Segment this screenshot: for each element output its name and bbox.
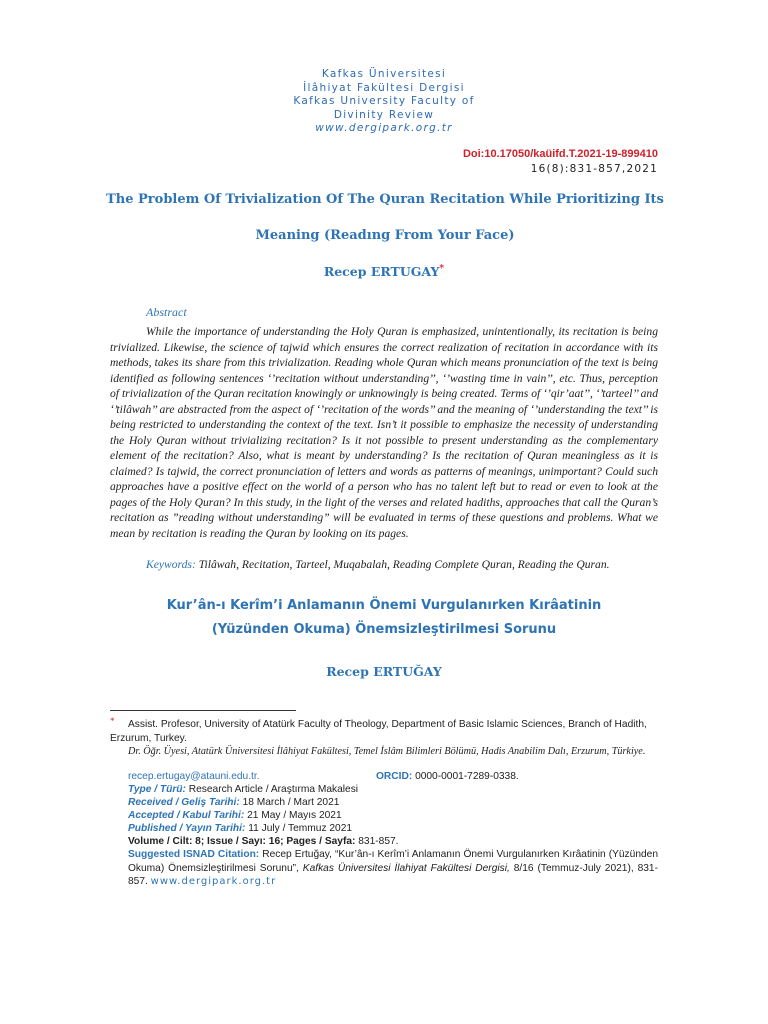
orcid-block [376,770,519,784]
citation-label: Suggested ISNAD Citation: [128,849,260,860]
citation-text-1: Recep Ertuğay, “Kur’ân-ı Kerîm’i Anlamanın Önemi Vurgulanırken Kırâatinin (Yüzünden Okuma) Önemsizleştirilmesi Sorunu”, [128,849,658,874]
meta-received [128,796,658,810]
author-text: Recep ERTUGAY [323,264,440,280]
meta-received-value: 18 March / Mart 2021 [242,797,340,808]
journal-review-en: Divinity Review [333,108,435,121]
orcid-value[interactable]: 0000-0001-7289-0338. [415,771,519,782]
author-footnote-mark[interactable]: * [439,264,445,274]
author-name [0,264,768,279]
keywords [110,556,658,574]
keywords-label: Keywords: [146,558,196,571]
meta-type-value: Research Article / Araştırma Makalesi [188,784,359,795]
footnote-affiliation-tr: Dr. Öğr. Üyesi, Atatürk Üniversitesi İlâhiyat Fakültesi, Temel İslâm Bilimleri Bölümü, Hadis Anabilim Dalı, Erzurum, Türkiye. [128,746,646,757]
footnote-divider [110,710,296,711]
footnote-mark: * [110,716,115,726]
journal-url-link[interactable]: www.dergipark.org.tr [315,122,453,134]
citation-journal: Kafkas Üniversitesi İlahiyat Fakültesi Dergisi, [302,862,510,874]
turkish-title-line-1: Kur’ân-ı Kerîm’i Anlamanın Önemi Vurgulanırken Kırâatinin [166,598,602,613]
turkish-title-line-2: (Yüzünden Okuma) Önemsizleştirilmesi Sorunu [211,622,557,637]
article-title-line-2: Meaning (Readıng From Your Face) [255,228,515,243]
orcid-label: ORCID: [376,771,413,782]
meta-type [128,783,658,797]
meta-type-label: Type / Türü: [128,784,186,795]
keywords-text: Tilâwah, Recitation, Tarteel, Muqabalah, Reading Complete Quran, Reading the Quran. [198,558,610,571]
citation-text-2: 8/16 (Temmuz-July 2021), 831-857. [128,862,658,887]
footnote-affiliation-en: Assist. Profesor, University of Atatürk Faculty of Theology, Department of Basic Islamic Sciences, Branch of Hadith, Erzurum, Turkey. [110,719,647,744]
abstract-body [110,324,658,541]
meta-volume-label: Volume / Cilt: 8; Issue / Sayı: 16; Pages / Sayfa: [128,836,356,847]
article-title-line-1: The Problem Of Trivialization Of The Quran Recitation While Prioritizing Its [106,192,664,207]
meta-pages-value: 831-857. [358,836,399,847]
suggested-citation [128,848,658,889]
meta-accepted-value: 21 May / Mayıs 2021 [247,810,342,821]
meta-published-label: Published / Yayın Tarihi: [128,823,246,834]
meta-published [128,822,658,836]
abstract-heading: Abstract [146,305,187,319]
doi-label[interactable]: Doi:10.17050/kaüifd.T.2021-19-899410 [462,148,658,160]
journal-name-tr: Kafkas Üniversitesi [321,68,447,80]
meta-accepted [128,809,658,823]
journal-faculty-tr: İlâhiyat Fakültesi Dergisi [303,81,465,94]
journal-header [0,68,768,136]
author-email-link[interactable]: recep.ertugay@atauni.edu.tr. [128,771,260,782]
meta-received-label: Received / Geliş Tarihi: [128,797,240,808]
turkish-author-name: Recep ERTUĞAY [326,664,442,679]
abstract-text: While the importance of understanding the Holy Quran is emphasized, unintentionally, its recitation is being trivialized. Likewise, the science of tajwid which ensures the correct realization of recitation in accordance with its methods, takes its share from this trivialization. Reading whole Quran which means pronunciation of the text is being identified as following sentences ‘’recitation without understanding’’, ‘’wasting time in vain’’, etc. Thus, perception of trivialization of the Quran recitation knowingly or unknowingly is being created. Terms of ‘’qir’aat’’, ‘’tarteel’’ and ‘’tilâwah’’ are abstracted from the aspect of ‘’recitation of the words’’ and the meaning of ‘’understanding the text’’ is being restricted to understanding the context of the text. Isn’t it possible to emphasize the necessity of understanding the Holy Quran without trivializing recitation? Is it not possible to present understanding as the complementary element of the recitation? Also, what is meant by understanding? Is the recitation of Quran meaningless as it is claimed? Is tajwid, the correct pronunciation of letters and words as patterns of meanings, unimportant? Could such approaches have a positive effect on the world of a person who has no talent left but to read or even to look at the pages of the Holy Quran? In this study, in the light of the verses and related hadiths, approaches that call the Quran’s recitation as ”reading without understanding” will be evaluated in terms of these questions and problems. What we mean by recitation is reading the Quran by looking on its pages. [110,325,658,540]
meta-accepted-label: Accepted / Kabul Tarihi: [128,810,245,821]
meta-volume [128,835,658,849]
meta-published-value: 11 July / Temmuz 2021 [248,823,353,834]
journal-name-en: Kafkas University Faculty of [293,95,475,107]
citation-url-link[interactable]: www.dergipark.org.tr [150,876,277,887]
footnote-contact [128,770,658,784]
issue-info: 16(8):831-857,2021 [530,163,658,175]
